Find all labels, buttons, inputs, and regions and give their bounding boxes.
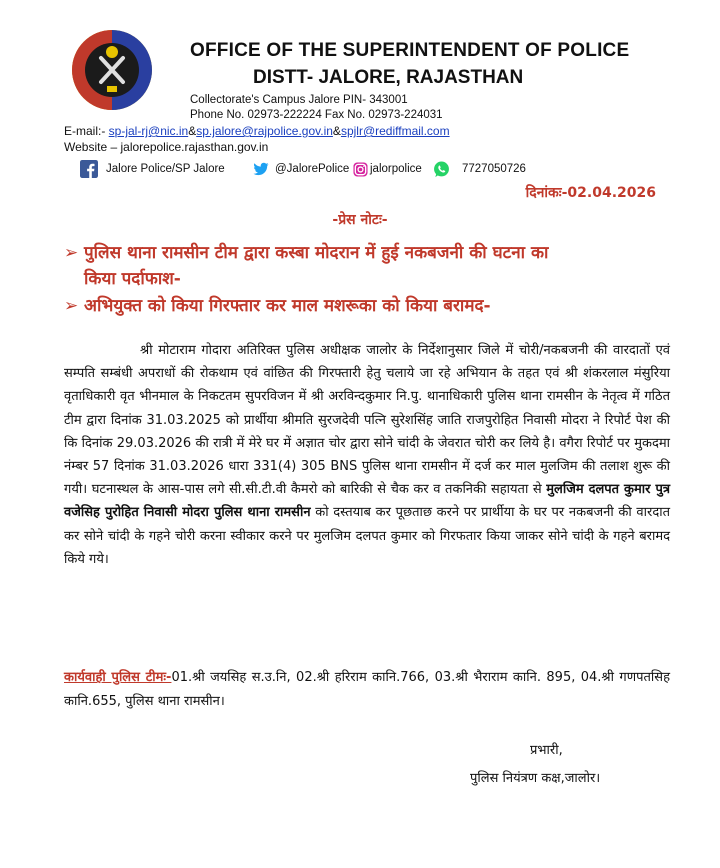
office-title: OFFICE OF THE SUPERINTENDENT OF POLICE <box>190 40 630 61</box>
email-link-nic[interactable]: sp-jal-rj@nic.in <box>108 124 189 138</box>
whatsapp-number: 7727050726 <box>462 163 526 175</box>
twitter-icon <box>251 161 271 177</box>
twitter-handle: @JalorePolice <box>275 163 350 175</box>
phone-fax-line: Phone No. 02973-222224 Fax No. 02973-224031 <box>190 109 443 121</box>
headline-1 <box>64 240 670 292</box>
body-text-part-1: श्री मोटाराम गोदारा अतिरिक्त पुलिस अधीक्षक जालोर के निर्देशानुसार जिले में चोरी/नकबजनी की वारदातों एवं सम्पति सम्बंधी अपराधों की रोकथाम एवं वांछित की गिरफ्तारी हेतु चलाये जा रहे अभियान के तहत एवं श्री शंकरलाल मंसुरिया वृताधिकारी वृत भीनमाल के निकटतम सुपरविजन में श्री अरविन्दकुमार नि.पु. थानाधिकारी पुलिस थाना रामसीन के नेतृत्व में गठित टीम द्वारा दिनांक 31.03.2025 को प्रार्थीया श्रीमति सुरजदेवी पत्नि सुरेशसिंह जाति राजपुरोहित निवासी मोदरा ने रिपोर्ट पेश की कि दिनांक 29.03.2026 की रात्री में मेरे घर में अज्ञात चोर द्वारा सोने चांदी के जेवरात चोरी कर लिये है। वगैरा रिपोर्ट पर मुकदमा नंम्बर 57 दिनांक 31.03.2026 धारा 331(4) 305 BNS पुलिस थाना रामसीन में दर्ज कर माल मुलजिम की तलाश शुरू की गयी। घटनास्थल के आस-पास लगे सी.सी.टी.वी कैमरो को बारिकी से चैक कर व तकनिकी सहायता से <box>64 343 670 498</box>
action-team-label: कार्यवाही पुलिस टीमः- <box>64 670 172 685</box>
facebook-icon <box>80 160 98 178</box>
press-note-body <box>64 339 670 571</box>
action-team-members: 01.श्री जयसिह स.उ.नि, 02.श्री हरिराम कानि.766, 03.श्री भैराराम कानि. 895, 04.श्री गणपतसिह कानि.655, पुलिस थाना रामसीन। <box>64 670 670 709</box>
instagram-handle: jalorpolice <box>370 163 422 175</box>
bullet-arrow-icon: ➢ <box>64 296 79 316</box>
headline-2 <box>64 293 670 319</box>
ampersand: & <box>332 124 341 138</box>
headline-1-text-b: किया पर्दाफाश- <box>84 269 181 289</box>
body-text-part-2: को दस्तयाब कर पूछताछ करने पर प्रार्थीया के घर पर नकबजनी की वारदात कर सोने चांदी के गहने चोरी करना स्वीकार करने पर मुलजिम दलपत कुमार को गिरफतार किया जाकर सोने चांदी के गहने बरामद किये गये। <box>64 505 670 567</box>
district-title: DISTT- JALORE, RAJASTHAN <box>253 67 524 88</box>
instagram-icon <box>353 162 368 177</box>
body-text-accused: मुलजिम दलपत कुमार पुत्र वजेसिह पुरोहित निवासी मोदरा पुलिस थाना रामसीन <box>64 482 670 521</box>
headline-1-text-a: पुलिस थाना रामसीन टीम द्वारा कस्बा मोदरान में हुई नकबजनी की घटना का <box>84 243 549 263</box>
press-note-title: -प्रेस नोटः- <box>332 212 388 228</box>
signature-title: प्रभारी, <box>530 743 563 758</box>
whatsapp-item[interactable] <box>433 160 526 178</box>
email-prefix: E-mail:- <box>64 124 109 138</box>
twitter-item[interactable] <box>251 160 349 178</box>
press-note-date: दिनांकः-02.04.2026 <box>525 185 656 201</box>
action-team-paragraph <box>64 666 670 714</box>
whatsapp-icon <box>433 161 450 178</box>
email-line <box>64 124 450 138</box>
website-line: Website – jalorepolice.rajasthan.gov.in <box>64 140 269 154</box>
email-link-rajpolice[interactable]: sp.jalore@rajpolice.gov.in <box>196 124 333 138</box>
email-link-rediffmail[interactable]: spjlr@rediffmail.com <box>340 124 450 138</box>
address-line: Collectorate's Campus Jalore PIN- 343001 <box>190 94 408 106</box>
instagram-item[interactable] <box>353 160 422 178</box>
bullet-arrow-icon: ➢ <box>64 243 79 263</box>
facebook-item[interactable] <box>80 160 225 178</box>
facebook-handle: Jalore Police/SP Jalore <box>106 163 225 175</box>
ampersand: & <box>188 124 197 138</box>
signature-office: पुलिस नियंत्रण कक्ष,जालोर। <box>470 771 601 786</box>
rajasthan-police-emblem <box>70 28 154 112</box>
headline-2-text: अभियुक्त को किया गिरफ्तार कर माल मशरूका को किया बरामद- <box>84 296 491 316</box>
